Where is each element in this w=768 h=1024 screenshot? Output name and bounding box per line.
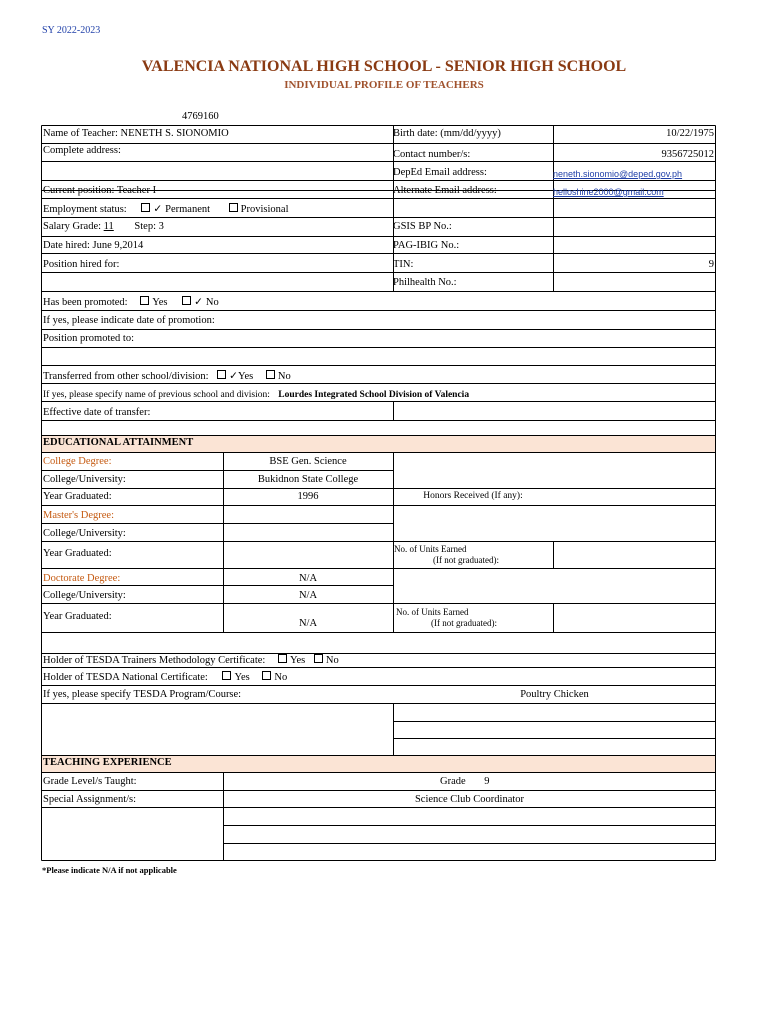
deped-email-label: DepEd Email address:: [393, 167, 487, 178]
doctorate-year-value[interactable]: N/A: [298, 618, 318, 629]
college-degree-label: College Degree:: [43, 456, 112, 467]
footer-note: *Please indicate N/A if not applicable: [42, 865, 177, 875]
birth-date-label: Birth date: (mm/dd/yyyy): [393, 128, 501, 139]
profile-form: [41, 125, 716, 861]
step-label[interactable]: Step: 3: [134, 221, 164, 232]
masters-units-label: No. of Units Earned: [394, 544, 467, 554]
doctorate-degree-value[interactable]: N/A: [298, 573, 318, 584]
doctorate-univ-label: College/University:: [43, 590, 126, 601]
school-name: VALENCIA NATIONAL HIGH SCHOOL - SENIOR HIGH SCHOOL: [141, 58, 627, 75]
tesda-program-value[interactable]: Poultry Chicken: [520, 689, 589, 700]
alt-email-label: Alternate Email address:: [393, 185, 497, 196]
previous-school-value[interactable]: Lourdes Integrated School Division of Valencia: [278, 390, 470, 400]
tin-value[interactable]: 9: [708, 259, 714, 270]
salary-grade-value[interactable]: 11: [103, 221, 114, 232]
permanent-label: Permanent: [165, 204, 211, 215]
teacher-name[interactable]: Name of Teacher: NENETH S. SIONOMIO: [43, 128, 229, 139]
tin-label: TIN:: [393, 259, 414, 270]
college-univ-value[interactable]: Bukidnon State College: [257, 474, 359, 485]
previous-school-row: [43, 389, 469, 401]
special-assignment-value[interactable]: Science Club Coordinator: [414, 794, 525, 805]
tesda-nc-no-label: No: [274, 672, 288, 683]
current-position[interactable]: Current position: Teacher I: [43, 185, 157, 196]
tesda-tm-row: [43, 654, 339, 667]
doctorate-univ-value[interactable]: N/A: [298, 590, 318, 601]
grade-level-value[interactable]: [440, 776, 490, 788]
transferred-no-label: No: [277, 371, 291, 382]
doctorate-year-label: Year Graduated:: [43, 611, 112, 622]
birth-date-value[interactable]: 10/22/1975: [666, 128, 714, 139]
contact-label: Contact number/s:: [393, 149, 471, 160]
tesda-program-label: If yes, please specify TESDA Program/Course:: [43, 689, 242, 700]
employment-label: Employment status:: [43, 204, 127, 215]
provisional-checkbox[interactable]: [229, 203, 238, 212]
position-promoted-label: Position promoted to:: [43, 333, 135, 344]
deped-email-link[interactable]: neneth.sionomio@deped.gov.ph: [553, 169, 683, 179]
employment-status-row: [43, 203, 289, 216]
tesda-nc-no-checkbox[interactable]: [262, 671, 271, 680]
id-number: 4769160: [182, 111, 219, 122]
grade-level-label: Grade Level/s Taught:: [43, 776, 137, 787]
tesda-tm-no-label: No: [325, 655, 339, 666]
tesda-tm-no-checkbox[interactable]: [314, 654, 323, 663]
grade-word: Grade: [440, 776, 466, 787]
check-mark-icon: ✓: [229, 371, 238, 382]
promoted-no-label: No: [205, 297, 219, 308]
transferred-no-checkbox[interactable]: [266, 370, 275, 379]
provisional-label: Provisional: [240, 204, 289, 215]
previous-school-label: If yes, please specify name of previous school and division:: [43, 390, 270, 400]
special-assignment-label: Special Assignment/s:: [43, 794, 137, 805]
transferred-label: Transferred from other school/division:: [43, 371, 209, 382]
masters-univ-label: College/University:: [43, 528, 126, 539]
salary-grade-label: Salary Grade:: [43, 221, 102, 232]
promoted-row: [43, 296, 219, 309]
address-label: Complete address:: [43, 145, 121, 156]
tesda-nc-yes-checkbox[interactable]: [222, 671, 231, 680]
check-mark-icon: ✓: [194, 297, 203, 308]
alt-email-link[interactable]: helloshine2000@gmail.com: [553, 187, 664, 197]
promotion-date-label: If yes, please indicate date of promotion:: [43, 315, 215, 326]
masters-year-label: Year Graduated:: [43, 548, 112, 559]
doctorate-degree-label: Doctorate Degree:: [43, 573, 121, 584]
college-degree-value[interactable]: BSE Gen. Science: [269, 456, 347, 467]
promoted-yes-label: Yes: [152, 297, 168, 308]
tesda-nc-label: Holder of TESDA National Certificate:: [43, 672, 208, 683]
transfer-date-label: Effective date of transfer:: [43, 407, 151, 418]
honors-label: Honors Received (If any):: [423, 491, 523, 501]
date-hired[interactable]: Date hired: June 9,2014: [43, 240, 144, 251]
grade-number: 9: [484, 776, 490, 787]
pagibig-label: PAG-IBIG No.:: [393, 240, 460, 251]
school-year: SY 2022-2023: [42, 25, 101, 36]
promoted-label: Has been promoted:: [43, 297, 128, 308]
tesda-tm-yes-label: Yes: [289, 655, 306, 666]
tesda-nc-row: [43, 671, 287, 684]
masters-not-graduated-label: (If not graduated):: [433, 555, 499, 565]
permanent-checkbox[interactable]: [141, 203, 150, 212]
transferred-yes-checkbox[interactable]: [217, 370, 226, 379]
college-univ-label: College/University:: [43, 474, 126, 485]
transferred-row: [43, 370, 291, 383]
position-hired-label: Position hired for:: [43, 259, 120, 270]
gsis-label: GSIS BP No.:: [393, 221, 452, 232]
contact-value[interactable]: 9356725012: [661, 149, 714, 160]
education-section-title: EDUCATIONAL ATTAINMENT: [43, 437, 194, 448]
philhealth-label: Philhealth No.:: [393, 277, 457, 288]
check-mark-icon: ✓: [153, 204, 163, 215]
doctorate-units-label: No. of Units Earned: [396, 607, 469, 617]
doctorate-not-graduated-label: (If not graduated):: [431, 618, 497, 628]
tesda-tm-yes-checkbox[interactable]: [278, 654, 287, 663]
tesda-tm-label: Holder of TESDA Trainers Methodology Certificate:: [43, 655, 266, 666]
teaching-section-title: TEACHING EXPERIENCE: [43, 757, 172, 768]
promoted-yes-checkbox[interactable]: [140, 296, 149, 305]
tesda-nc-yes-label: Yes: [234, 672, 250, 683]
college-year-label: Year Graduated:: [43, 491, 112, 502]
transferred-yes-label: Yes: [237, 371, 254, 382]
college-year-value[interactable]: 1996: [297, 491, 319, 502]
form-title: INDIVIDUAL PROFILE OF TEACHERS: [284, 79, 484, 91]
promoted-no-checkbox[interactable]: [182, 296, 191, 305]
masters-degree-label: Master's Degree:: [43, 510, 114, 521]
salary-grade-row: [43, 221, 164, 233]
